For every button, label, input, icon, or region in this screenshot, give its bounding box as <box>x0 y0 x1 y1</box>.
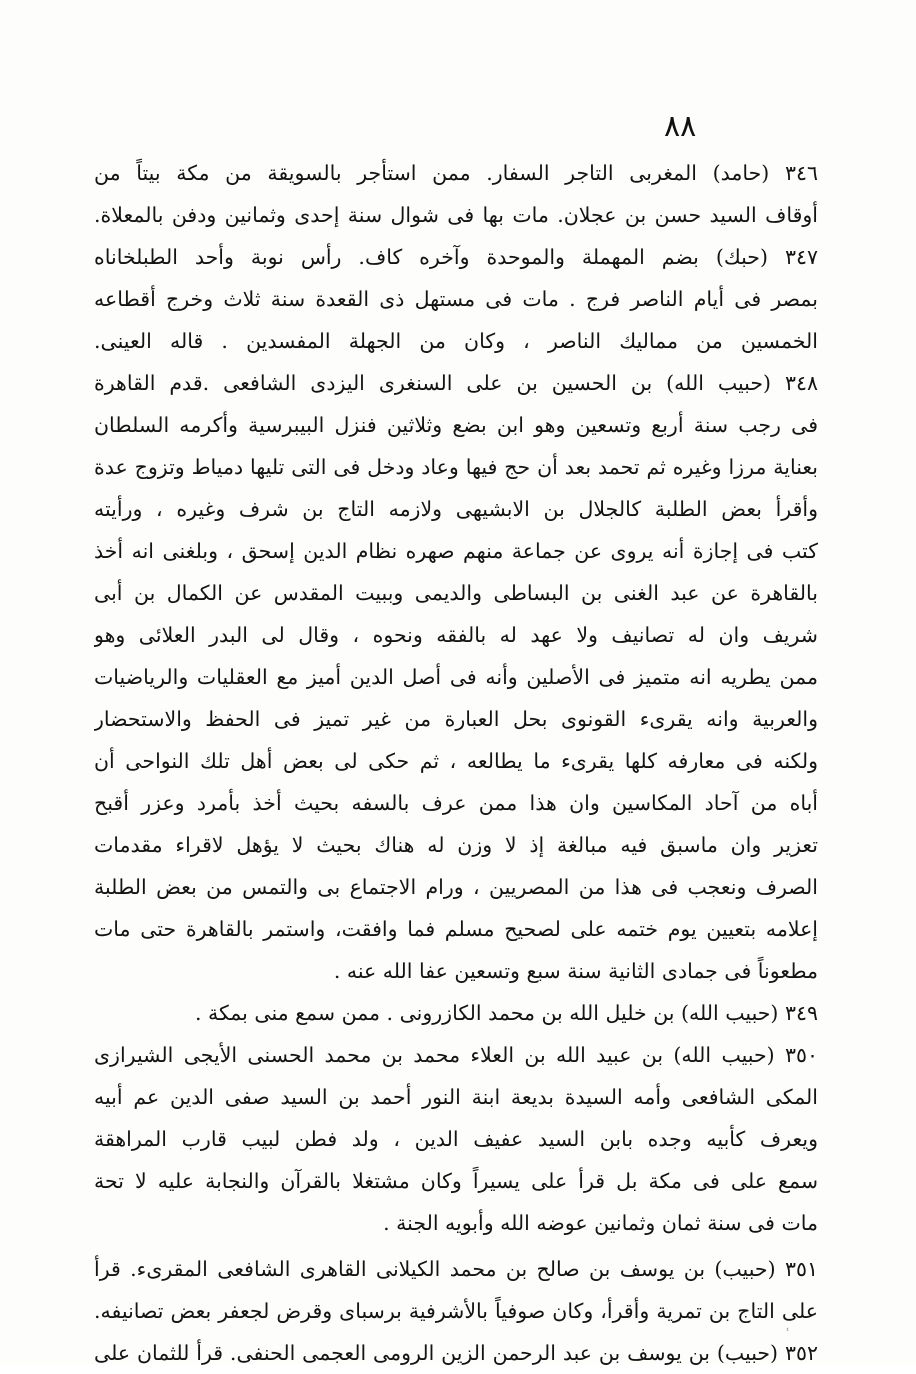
text-line: المكى الشافعى وأمه السيدة بديعة ابنة النور أحمد بن السيد صفى الدين عم أبيه <box>94 1085 818 1109</box>
text-line: أباه من آحاد المكاسين وان هذا ممن عرف بالسفه بحيث أخذ بأمرد وعزر أقبح <box>94 791 818 815</box>
body-text <box>94 152 818 1374</box>
text-line: على التاج بن تمرية وأقرأ، وكان صوفياً بالأشرفية برسباى وقرض لجعفر بعض تصانيفه. <box>94 1299 818 1323</box>
text-line: بعناية مرزا وغيره ثم تحمد بعد أن حج فيها وعاد ودخل فى التى تليها دمياط وتزوج عدة <box>94 455 818 479</box>
text-line: مات فى سنة ثمان وثمانين عوضه الله وأبويه الجنة . <box>383 1211 818 1235</box>
text-line: ٣٥٠ (حبيب الله) بن عبيد الله بن العلاء محمد بن محمد الحسنى الأيجى الشيرازى <box>94 1043 818 1067</box>
text-line: ولكنه فى معارفه كلها يقرىء ما يطالعه ، ثم حكى لى بعض أهل تلك النواحى أن <box>94 749 818 773</box>
text-line: ٣٤٧ (حبك) بضم المهملة والموحدة وآخره كاف. رأس نوبة وأحد الطبلخاناه <box>94 245 818 269</box>
text-line: كتب فى إجازة أنه يروى عن جماعة منهم صهره نظام الدين إسحق ، وبلغنى انه أخذ <box>94 539 818 563</box>
text-line: ٣٤٦ (حامد) المغربى التاجر السفار. ممن استأجر بالسويقة من مكة بيتاً من <box>94 161 818 185</box>
text-line: ٣٤٩ (حبيب الله) بن خليل الله بن محمد الكازرونى . ممن سمع منى بمكة . <box>194 1001 818 1025</box>
text-line: أوقاف السيد حسن بن عجلان. مات بها فى شوال سنة إحدى وثمانين ودفن بالمعلاة. <box>94 203 818 227</box>
text-line: ٣٤٨ (حبيب الله) بن الحسين بن على السنغرى اليزدى الشافعى .قدم القاهرة <box>94 371 818 395</box>
text-line: والعربية وانه يقرىء القونوى بحل العبارة من غير تميز فى الحفظ والاستحضار <box>94 707 818 731</box>
page-number: ٨٨ <box>664 109 697 144</box>
text-line: ٣٥١ (حبيب) بن يوسف بن صالح بن محمد الكيلانى القاهرى الشافعى المقرىء. قرأ <box>94 1257 818 1281</box>
text-line: شريف وان له تصانيف ولا عهد له بالفقه ونحوه ، وقال لى البدر العلائى وهو <box>94 623 818 647</box>
text-line: فى رجب سنة أربع وتسعين وهو ابن بضع وثلاثين فنزل البيبرسية وأكرمه السلطان <box>94 413 818 437</box>
text-line: وأقرأ بعض الطلبة كالجلال بن الابشيهى ولازمه التاج بن شرف وغيره ، ورأيته <box>94 497 818 521</box>
text-line: مطعوناً فى جمادى الثانية سنة سبع وتسعين عفا الله عنه . <box>333 959 818 983</box>
text-line: بمصر فى أيام الناصر فرج . مات فى مستهل ذى القعدة سنة ثلاث وخرج أقطاعه <box>94 287 818 311</box>
text-line: ٣٥٢ (حبيب) بن يوسف بن عبد الرحمن الزين الرومى العجمى الحنفى. قرأ للثمان على <box>94 1341 818 1365</box>
text-line: ويعرف كأبيه وجده بابن السيد عفيف الدين ، ولد فطن لبيب قارب المراهقة <box>94 1127 818 1151</box>
text-line: الصرف ونعجب فى هذا من المصريين ، ورام الاجتماع بى والتمس من بعض الطلبة <box>94 875 818 899</box>
text-line: تعزير وان ماسبق فيه مبالغة إذ لا وزن له هناك بحيث لا يؤهل لاقراء مقدمات <box>94 833 818 857</box>
text-line: سمع على فى مكة بل قرأ على يسيراً وكان مشتغلا بالقرآن والنجابة عليه لا تحة <box>94 1169 818 1193</box>
text-line: إعلامه بتعيين يوم ختمه على لصحيح مسلم فما وافقت، واستمر بالقاهرة حتى مات <box>94 917 818 941</box>
text-line: ممن يطريه انه متميز فى الأصلين وأنه فى أصل الدين أميز مع العقليات والرياضيات <box>94 665 818 689</box>
text-line: بالقاهرة عن عبد الغنى بن البساطى والديمى وببيت المقدس عن الكمال بن أبى <box>94 581 818 605</box>
margin-mark: ʿ <box>786 1326 790 1340</box>
text-line: الخمسين من مماليك الناصر ، وكان من الجهلة المفسدين . قاله العينى. <box>94 329 818 353</box>
